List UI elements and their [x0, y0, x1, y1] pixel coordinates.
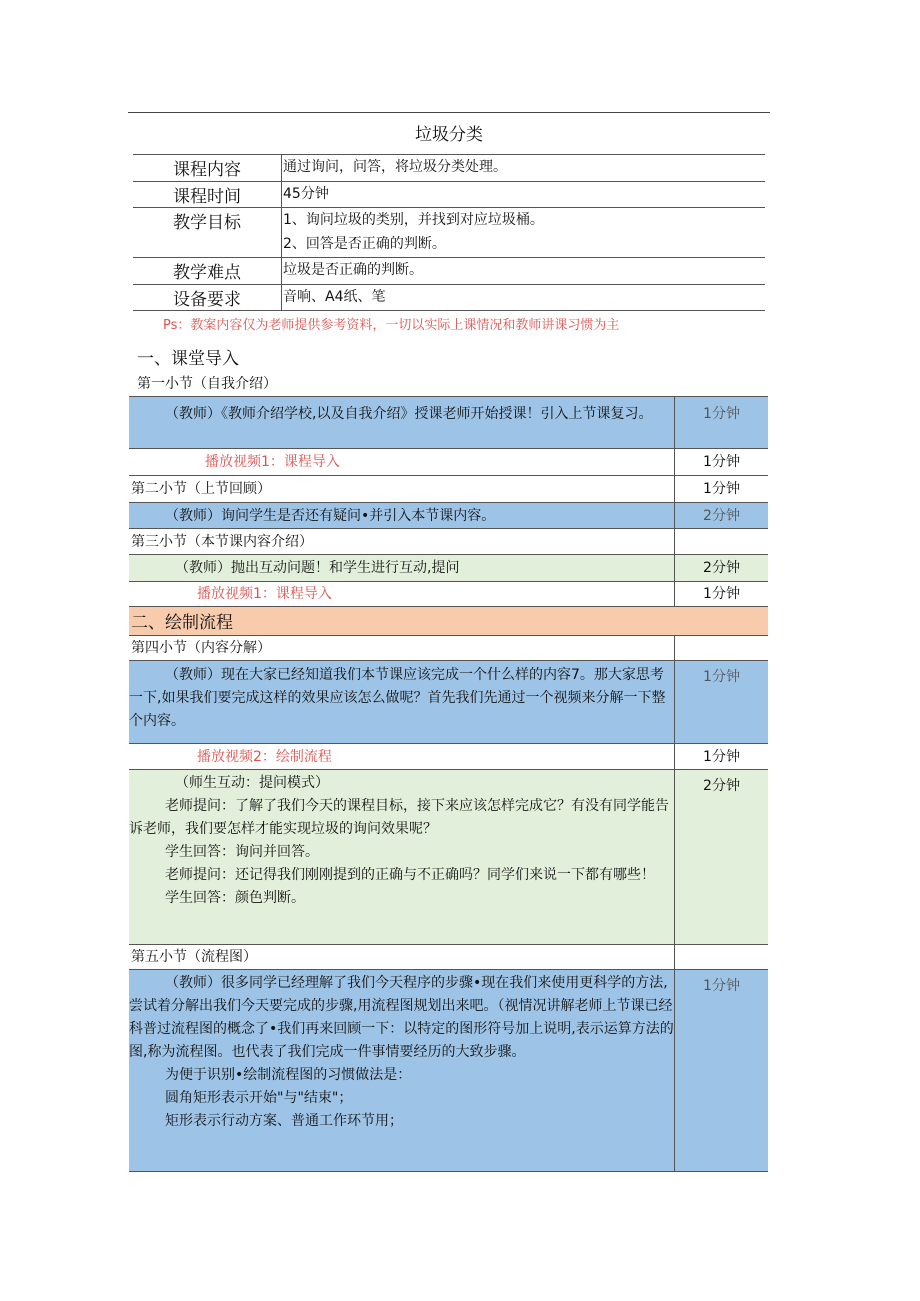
- info-label: 设备要求: [133, 285, 282, 311]
- lesson-row: [129, 661, 768, 744]
- section-heading-1: 一、课堂导入: [137, 349, 239, 369]
- info-label: 课程时间: [133, 182, 282, 208]
- row-time: 2分钟: [674, 770, 768, 944]
- row-content: [129, 770, 674, 944]
- flowchart-line: （教师）很多同学已经理解了我们今天程序的步骤•现在我们来使用更科学的方法,尝试着分解出我们今天要完成的步骤,用流程图规划出来吧。（视情况讲解老师上节课已经科普过流程图的概念了•我们再来回顾一下：以特定的图形符号加上说明,表示运算方法的图,称为流程图。也代表了我们完成一件事情要经历的大致步骤。: [129, 975, 674, 1060]
- lesson-row: [129, 529, 768, 555]
- video-link: 播放视频1：课程导入: [205, 454, 340, 470]
- flowchart-line: 为便于识别•绘制流程图的习惯做法是：: [165, 1067, 412, 1083]
- row-time: [674, 529, 768, 554]
- disclaimer-note: Ps：教案内容仅为老师提供参考资料，一切以实际上课情况和教师讲课习惯为主: [163, 318, 620, 333]
- subsection-heading: [129, 372, 768, 396]
- row-text: （教师）询问学生是否还有疑问•并引入本节课内容。: [165, 508, 496, 524]
- row-content: [129, 945, 674, 969]
- row-time: 1分钟: [674, 476, 768, 502]
- row-content: [129, 529, 674, 554]
- row-time: [674, 945, 768, 969]
- row-content: [129, 582, 674, 606]
- row-time: 1分钟: [674, 449, 768, 475]
- section-heading-2: 二、绘制流程: [131, 613, 233, 633]
- lesson-row: [129, 555, 768, 582]
- row-text: （教师）抛出互动问题！和学生进行互动,提问: [175, 560, 460, 576]
- info-label: 教学难点: [133, 258, 282, 285]
- row-text: （教师）《教师介绍学校,以及自我介绍》授课老师开始授课！引入上节课复习。: [165, 406, 653, 422]
- video-link: 播放视频1：课程导入: [197, 586, 332, 602]
- flowchart-line: 矩形表示行动方案、普通工作环节用；: [165, 1113, 403, 1129]
- lesson-row: [129, 636, 768, 661]
- info-label: 教学目标: [133, 208, 282, 258]
- row-time: 1分钟: [674, 970, 768, 1171]
- info-value: 通过询问，问答，将垃圾分类处理。: [282, 155, 766, 182]
- lesson-row: [129, 744, 768, 770]
- row-time: 1分钟: [674, 582, 768, 606]
- lesson-row: [129, 582, 768, 607]
- row-content: [129, 744, 674, 769]
- lesson-row: [129, 396, 768, 449]
- row-content: [129, 397, 674, 448]
- course-info-table: [133, 154, 765, 311]
- interaction-line: （师生互动：提问模式）: [175, 775, 329, 791]
- subsection-title: 第四小节（内容分解）: [131, 640, 271, 656]
- info-label: 课程内容: [133, 155, 282, 182]
- interaction-line: 老师提问：还记得我们刚刚提到的正确与不正确吗？同学们来说一下都有哪些！: [165, 867, 655, 883]
- info-line: 1、询问垃圾的类别，并找到对应垃圾桶。: [283, 212, 544, 228]
- row-text: （教师）现在大家已经知道我们本节课应该完成一个什么样的内容7。那大家思考一下,如果我们要完成这样的效果应该怎么做呢？首先我们先通过一个视频来分解一下整个内容。: [129, 667, 666, 729]
- info-value: 音响、A4纸、笔: [282, 285, 766, 311]
- row-content: [129, 503, 674, 528]
- interaction-line: 学生回答：询问并回答。: [165, 844, 319, 860]
- lesson-row: [129, 449, 768, 476]
- info-value: 45分钟: [282, 182, 766, 208]
- info-line: 2、回答是否正确的判断。: [283, 236, 446, 252]
- row-content: [129, 555, 674, 581]
- row-content: [129, 636, 674, 660]
- info-value: 垃圾是否正确的判断。: [282, 258, 766, 285]
- subsection-title: 第五小节（流程图）: [131, 949, 257, 965]
- top-rule: [128, 112, 770, 113]
- video-link: 播放视频2：绘制流程: [197, 749, 332, 765]
- row-time: 2分钟: [674, 503, 768, 528]
- interaction-line: 学生回答：颜色判断。: [165, 890, 305, 906]
- interaction-line: 老师提问：了解了我们今天的课程目标，接下来应该怎样完成它？有没有同学能告诉老师，我们要怎样才能实现垃圾的询问效果呢？: [129, 798, 669, 837]
- lesson-row: [129, 476, 768, 503]
- row-time: 1分钟: [674, 744, 768, 769]
- subsection-title: 第二小节（上节回顾）: [131, 481, 271, 497]
- row-time: 1分钟: [674, 661, 768, 743]
- row-content: [129, 476, 674, 502]
- row-content: [129, 449, 674, 475]
- subsection-title: 第一小节（自我介绍）: [137, 376, 277, 392]
- row-time: 1分钟: [674, 397, 768, 448]
- lesson-row: [129, 970, 768, 1172]
- info-value: [282, 208, 766, 258]
- lesson-row: [129, 503, 768, 529]
- row-content: [129, 661, 674, 743]
- flowchart-block: [129, 970, 674, 1133]
- section-banner: [129, 607, 768, 636]
- row-content: [129, 970, 674, 1171]
- interaction-block: [129, 770, 674, 910]
- row-time: 2分钟: [674, 555, 768, 581]
- flowchart-line: 圆角矩形表示开始"与"结束"；: [165, 1090, 353, 1106]
- subsection-title: 第三小节（本节课内容介绍）: [131, 534, 313, 550]
- page-title: 垃圾分类: [415, 125, 483, 145]
- lesson-row: [129, 945, 768, 970]
- row-time: [674, 636, 768, 660]
- lesson-row: [129, 770, 768, 945]
